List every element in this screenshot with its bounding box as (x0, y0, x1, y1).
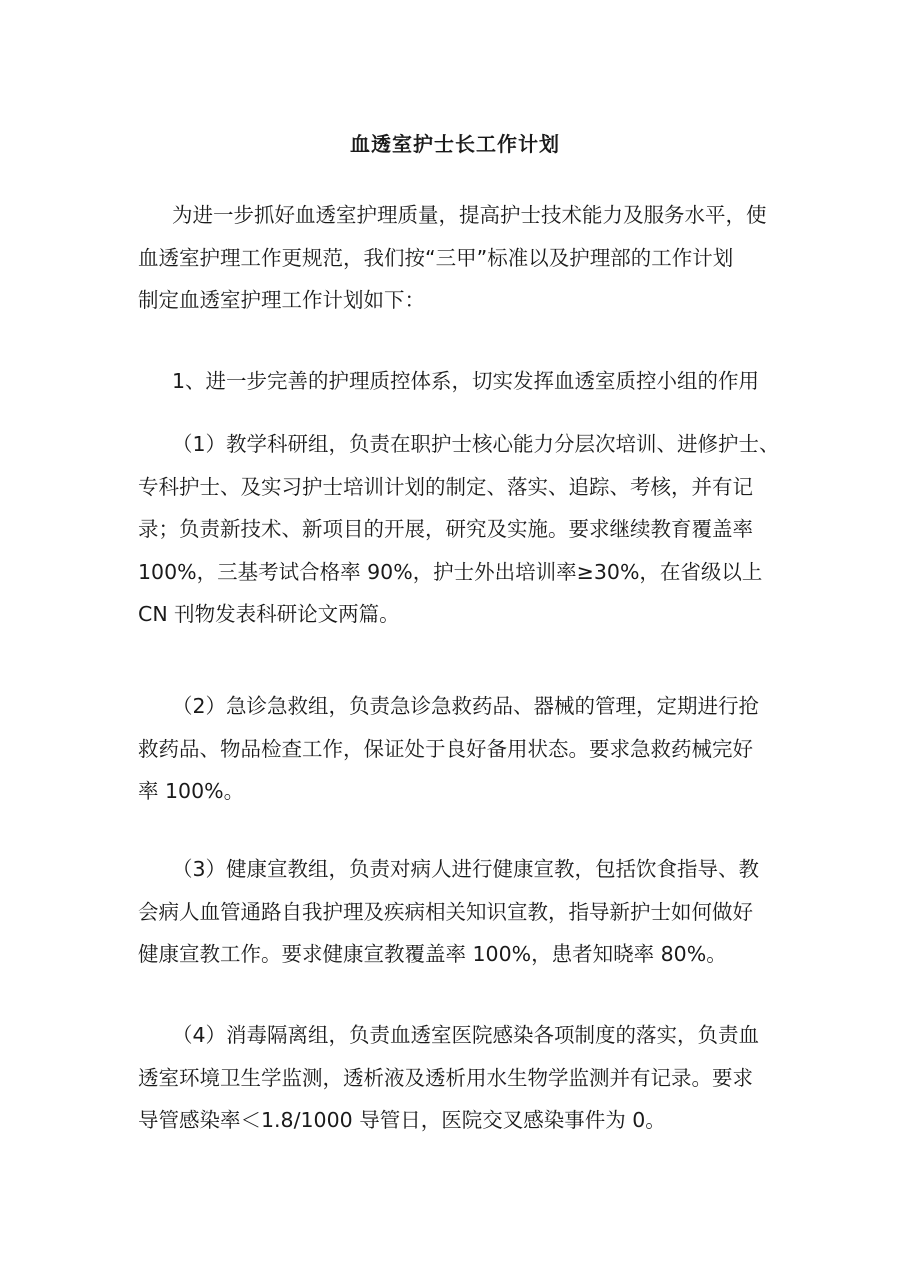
item-paragraph-1 (138, 423, 798, 636)
item-line: 导管感染率＜1.8/1000 导管日，医院交叉感染事件为 0。 (138, 1108, 666, 1132)
item-line: 会病人血管通路自我护理及疾病相关知识宣教，指导新护士如何做好 (138, 899, 753, 924)
intro-line: 制定血透室护理工作计划如下： (138, 288, 425, 312)
intro-line: 为进一步抓好血透室护理质量，提高护士技术能力及服务水平，使 (172, 203, 767, 227)
section-heading: 1、进一步完善的护理质控体系，切实发挥血透室质控小组的作用 (172, 369, 760, 393)
item-paragraph-2 (138, 685, 798, 813)
item-line: （4）消毒隔离组，负责血透室医院感染各项制度的落实，负责血 (172, 1023, 760, 1047)
item-line: 透室环境卫生学监测，透析液及透析用水生物学监测并有记录。要求 (138, 1065, 753, 1090)
item-line: 100%，三基考试合格率 90%，护士外出培训率≥30%，在省级以上 (138, 559, 763, 584)
item-line: 专科护士、及实习护士培训计划的制定、落实、追踪、考核，并有记 (138, 474, 753, 499)
intro-line: 血透室护理工作更规范，我们按“三甲”标准以及护理部的工作计划 (138, 245, 734, 270)
item-line: （1）教学科研组，负责在职护士核心能力分层次培训、进修护士、 (172, 432, 780, 456)
document-title: 血透室护士长工作计划 (350, 132, 560, 156)
item-paragraph-3 (138, 848, 798, 976)
item-line: CN 刊物发表科研论文两篇。 (138, 602, 400, 626)
item-line: （3）健康宣教组，负责对病人进行健康宣教，包括饮食指导、教 (172, 857, 760, 881)
intro-paragraph (138, 194, 798, 322)
item-line: 健康宣教工作。要求健康宣教覆盖率 100%，患者知晓率 80%。 (138, 942, 727, 966)
item-paragraph-4 (138, 1014, 798, 1142)
item-line: 录；负责新技术、新项目的开展，研究及实施。要求继续教育覆盖率 (138, 517, 753, 541)
item-line: 救药品、物品检查工作，保证处于良好备用状态。要求急救药械完好 (138, 736, 753, 761)
item-line: （2）急诊急救组，负责急诊急救药品、器械的管理，定期进行抢 (172, 694, 760, 718)
item-line: 率 100%。 (138, 779, 245, 803)
